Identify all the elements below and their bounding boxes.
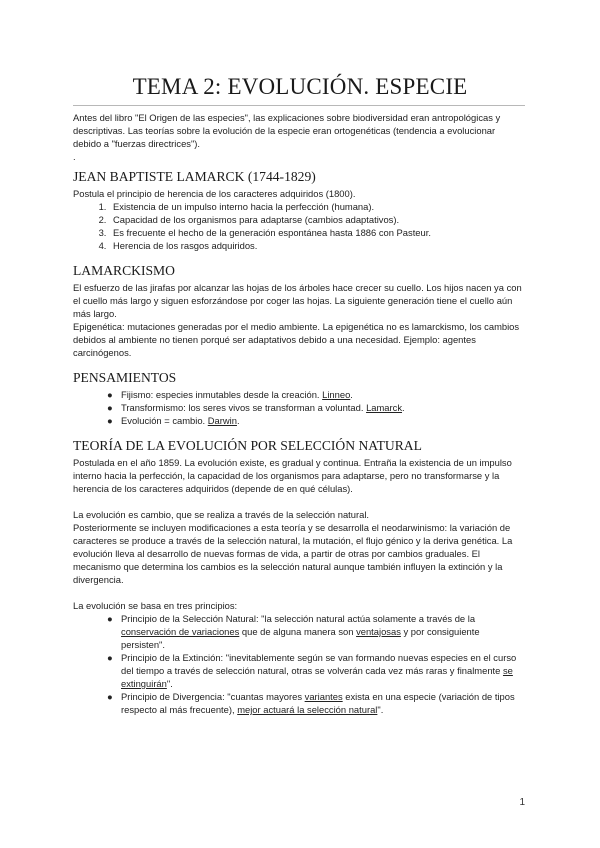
paragraph-gap [73, 495, 525, 508]
bullet-icon: ● [107, 389, 113, 400]
epigenetica-paragraph: Epigenética: mutaciones generadas por el medio ambiente. La epigenética no es lamarckismo, los cambios debidos al ambiente no tienen porqué ser adaptativos debido a una necesidad. Ejemplo: agentes carcinógenos. [73, 321, 520, 358]
intro-dot: . [73, 151, 76, 162]
seleccion-paragraph-4: La evolución se basa en tres principios: [73, 600, 238, 611]
link-linneo[interactable]: Linneo [322, 389, 351, 400]
document-body [73, 111, 525, 716]
seleccion-paragraph-2: La evolución es cambio, que se realiza a través de la selección natural. [73, 509, 370, 520]
heading-lamarck: JEAN BAPTISTE LAMARCK (1744-1829) [73, 169, 316, 184]
list-item: ● Transformismo: los seres vivos se transforman a voluntad. Lamarck. [107, 402, 405, 413]
list-item: ● Fijismo: especies inmutables desde la creación. Linneo. [107, 389, 353, 400]
underlined-text: se extinguirán [121, 665, 513, 689]
page-title: TEMA 2: EVOLUCIÓN. ESPECIE [132, 74, 468, 99]
underlined-text: mejor actuará la selección natural [237, 704, 378, 715]
heading-lamarckismo: LAMARCKISMO [73, 263, 175, 278]
bullet-icon: ● [107, 652, 113, 663]
list-item: 4. Herencia de los rasgos adquiridos. [109, 239, 525, 252]
link-darwin[interactable]: Darwin [207, 415, 237, 426]
list-item: 1. Existencia de un impulso interno hacia la perfección (humana). [109, 200, 525, 213]
principios-list [73, 612, 525, 716]
lamarck-list [73, 200, 525, 252]
link-lamarck[interactable]: Lamarck [366, 402, 403, 413]
bullet-icon: ● [107, 691, 113, 702]
list-item: ● Principio de Divergencia: "cuantas mayores variantes exista en una especie (variación de tipos respecto al más frecuente), mejor actuará la selección natural". [107, 691, 515, 715]
page-number: 1 [519, 797, 525, 808]
heading-seleccion-natural: TEORÍA DE LA EVOLUCIÓN POR SELECCIÓN NATURAL [73, 438, 422, 453]
paragraph-gap [73, 586, 525, 599]
underlined-text: variantes [304, 691, 343, 702]
list-item: ● Principio de la Selección Natural: "la selección natural actúa solamente a través de la conservación de variaciones que de alguna manera son ventajosas y por consiguiente persisten". [107, 613, 480, 650]
lamarck-lead: Postula el principio de herencia de los caracteres adquiridos (1800). [73, 188, 356, 199]
pensamientos-list [73, 388, 525, 427]
heading-pensamientos: PENSAMIENTOS [73, 370, 177, 385]
intro-paragraph: Antes del libro "El Origen de las especies", las explicaciones sobre biodiversidad eran antropológicas y descriptivas. Las teorías sobre la evolución de la especie eran ortogenéticas (tendencia a evolucionar debido a "fuerzas directrices"). [73, 112, 501, 149]
underlined-text: ventajosas [356, 626, 401, 637]
lamarckismo-paragraph: El esfuerzo de las jirafas por alcanzar las hojas de los árboles hace crecer su cuello. Los hijos nacen ya con el cuello más largo y siguen esforzándose por coger las hojas. La siguiente generación tiene el cuello aún más largo. [73, 282, 522, 319]
bullet-icon: ● [107, 415, 113, 426]
bullet-icon: ● [107, 402, 113, 413]
list-item: ● Principio de la Extinción: "inevitablemente según se van formando nuevas especies en el curso del tiempo a través de selección natural, otras se volverán cada vez más raras y finalmente se extinguirán". [107, 652, 517, 689]
seleccion-paragraph-3: Posteriormente se incluyen modificaciones a esta teoría y se desarrolla el neodarwinismo: la variación de caracteres se produce a través de la selección natural, la mutación, el flujo génico y la deriva genética. La evolución lleva al desarrollo de nuevas formas de vida, a partir de otras por cambios graduales. El mecanismo que determina los cambios es la selección natural aunque también influyen la extinción y la divergencia. [73, 522, 513, 585]
list-item: 2. Capacidad de los organismos para adaptarse (cambios adaptativos). [109, 213, 525, 226]
list-item: ● Evolución = cambio. Darwin. [107, 415, 240, 426]
underlined-text: conservación de variaciones [121, 626, 240, 637]
list-item: 3. Es frecuente el hecho de la generación espontánea hasta 1886 con Pasteur. [109, 226, 525, 239]
bullet-icon: ● [107, 613, 113, 624]
seleccion-paragraph-1: Postulada en el año 1859. La evolución existe, es gradual y continua. Entraña la existencia de un impulso interno hacia la perfección, la capacidad de los organismos para adaptarse, pero no transformarse y la herencia de los caracteres adquiridos (depende de en qué células). [73, 457, 512, 494]
title-divider [73, 105, 525, 106]
